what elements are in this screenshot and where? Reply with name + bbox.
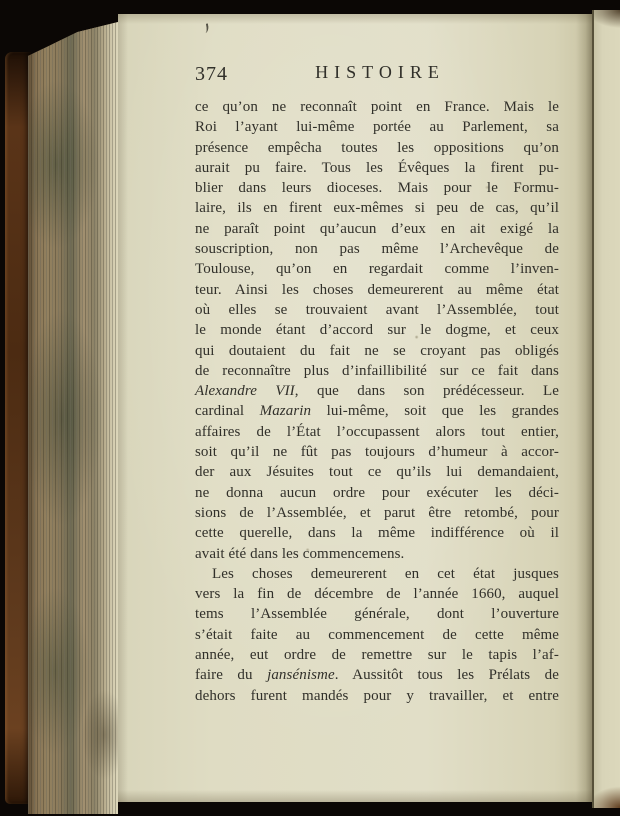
text-line: ne donna aucun ordre pour exécuter les déci- bbox=[195, 484, 559, 501]
text-line: cardinal Mazarin lui-même, soit que les grandes bbox=[195, 403, 559, 420]
text-line: année, eut ordre de remettre sur le tapis l’af- bbox=[195, 647, 559, 664]
text-line: teur. Ainsi les choses demeurerent au même état bbox=[195, 281, 559, 298]
text-line: présence empêcha toutes les oppositions qu’on bbox=[195, 139, 559, 156]
text-line: blier dans leurs dioceses. Mais pour le Formu- bbox=[195, 180, 559, 197]
text-line: tems l’Assemblée générale, dont l’ouverture bbox=[195, 606, 559, 623]
text-line: Roi l’ayant lui-même portée au Parlement, sa bbox=[195, 119, 559, 136]
text-line: affaires de l’État l’occupassent alors tout entier, bbox=[195, 423, 559, 440]
text-block bbox=[195, 62, 559, 706]
page-edges-stack bbox=[28, 22, 118, 814]
paragraph bbox=[195, 97, 559, 564]
text-line: faire du jansénisme. Aussitôt tous les Prélats de bbox=[195, 667, 560, 684]
page-header bbox=[195, 62, 559, 97]
text-line: dehors furent mandés pour y travailler, et entre bbox=[195, 687, 559, 704]
text-line: Alexandre VII, que dans son prédécesseur. Le bbox=[195, 383, 559, 400]
text-line: de reconnaître plus d’infaillibilité sur ce fait dans bbox=[195, 362, 559, 379]
facing-page-edge bbox=[592, 10, 620, 808]
text-line: der aux Jésuites tout ce qu’ils lui demandaient, bbox=[195, 464, 559, 481]
text-line: Les choses demeurerent en cet état jusques bbox=[212, 565, 559, 582]
text-line: souscription, non pas même l’Archevêque de bbox=[195, 241, 559, 258]
running-title: HISTOIRE bbox=[315, 62, 445, 82]
text-line: ne paraît point qu’aucun d’eux en ait exigé la bbox=[195, 220, 559, 237]
text-line: ce qu’on ne reconnaît point en France. Mais le bbox=[195, 99, 559, 115]
text-line: où elles se trouvaient avant l’Assemblée, tout bbox=[195, 301, 559, 318]
text-line: laire, ils en firent eux-mêmes si peu de cas, qu’il bbox=[195, 200, 559, 217]
text-line: avait été dans les commencemens. bbox=[195, 545, 405, 562]
text-line: qui doutaient du fait ne se croyant pas obligés bbox=[195, 342, 559, 359]
page-text bbox=[195, 97, 559, 706]
text-line: soit qu’il ne fût pas toujours d’humeur à accor- bbox=[195, 444, 559, 461]
text-line: cette querelle, dans la même indifférence où il bbox=[195, 525, 559, 542]
page-number: 374 bbox=[195, 63, 228, 85]
text-line: aurait pu faire. Tous les Évêques la firent pu- bbox=[195, 159, 559, 176]
book-page bbox=[118, 14, 592, 802]
text-line: vers la fin de décembre de l’année 1660, auquel bbox=[195, 586, 559, 603]
text-line: sions de l’Assemblée, et parut être retombé, pour bbox=[195, 504, 559, 521]
text-line: Toulouse, qu’on en regardait comme l’inven- bbox=[195, 261, 559, 278]
paragraph bbox=[195, 564, 559, 706]
stray-ink-mark bbox=[201, 23, 210, 33]
text-line: le monde étant d’accord sur le dogme, et ceux bbox=[195, 322, 559, 339]
book-spine bbox=[5, 52, 31, 804]
text-line: s’était faite au commencement de cette même bbox=[195, 626, 559, 643]
